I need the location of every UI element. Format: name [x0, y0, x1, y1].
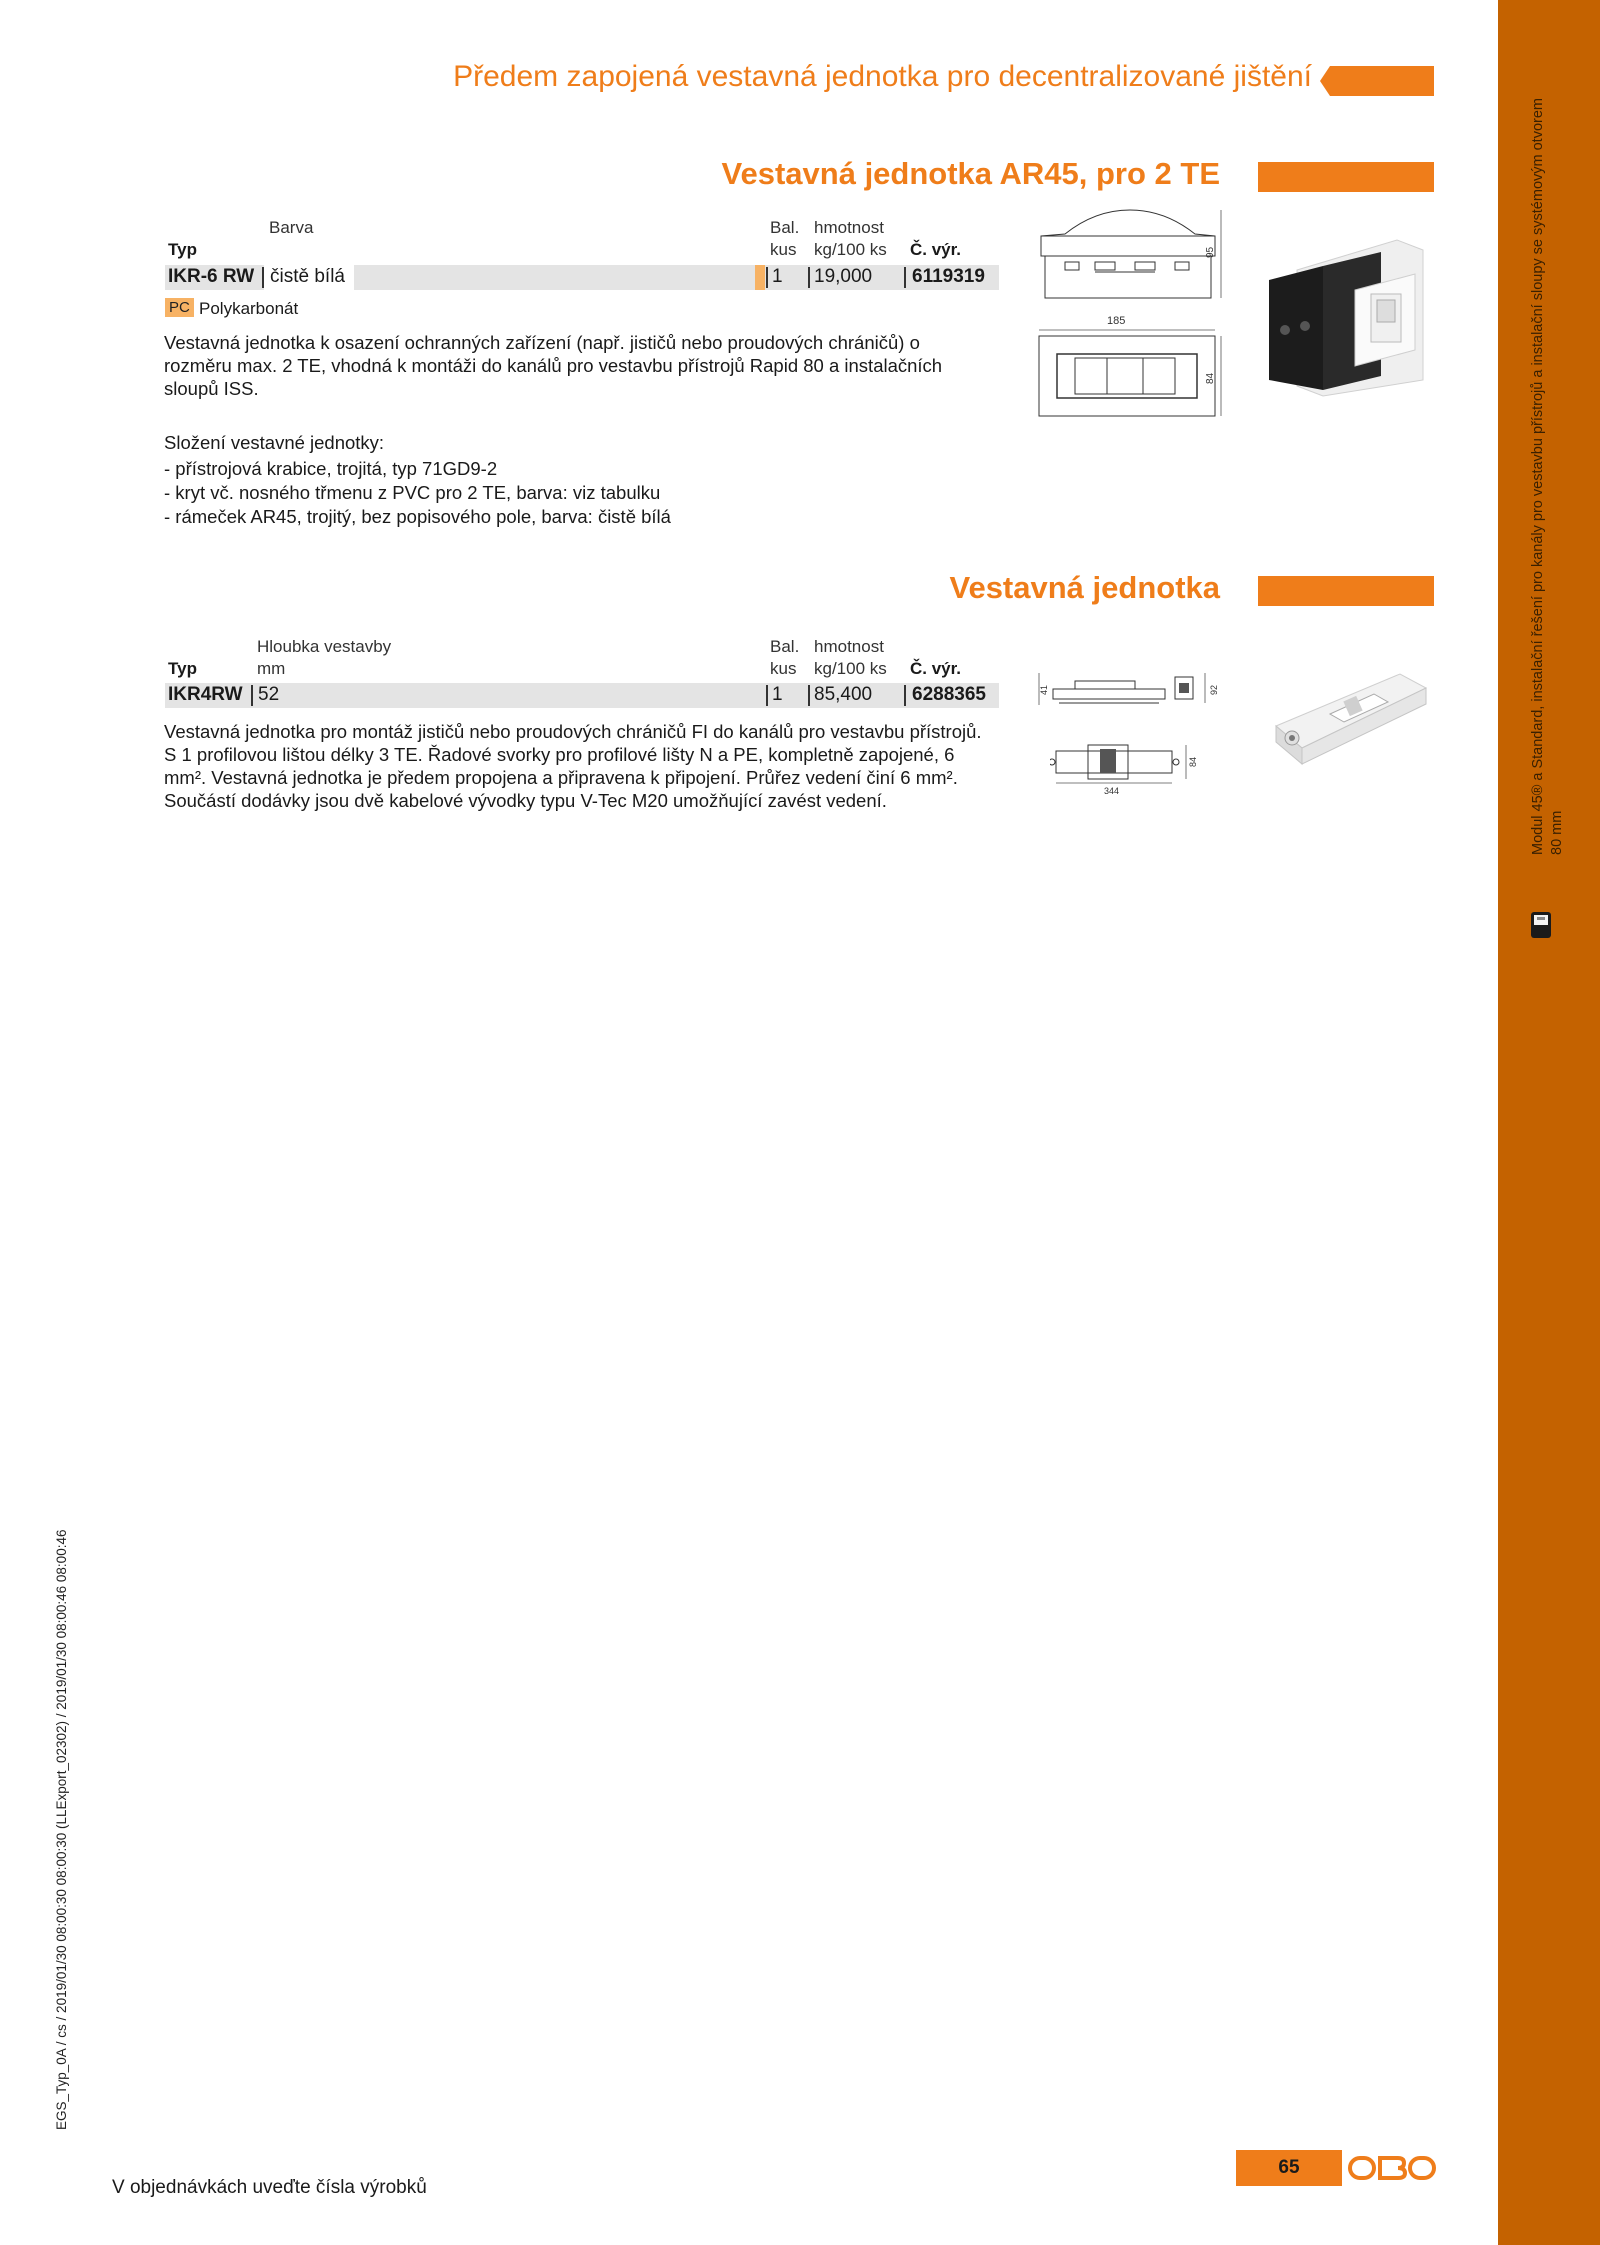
section1-front-drawing	[1035, 312, 1225, 422]
col-art: Č. výr.	[910, 659, 962, 678]
header-accent-bar	[1330, 66, 1434, 96]
col-weight-top: hmotnost	[814, 637, 884, 656]
section2-top-drawing	[1050, 735, 1200, 795]
material-text: Polykarbonát	[199, 299, 299, 318]
row-typ: IKR4RW	[168, 684, 243, 705]
col-bal-bottom: kus	[770, 659, 797, 678]
col-bal-top: Bal.	[770, 218, 800, 237]
section2-title: Vestavná jednotka	[949, 570, 1220, 605]
col-depth-bottom: mm	[257, 659, 286, 678]
dim-depth2: 84	[1188, 756, 1198, 767]
composition-item: - rámeček AR45, trojitý, bez popisového pole, barva: čistě bílá	[164, 506, 671, 527]
cell-separator	[766, 685, 768, 706]
col-weight-bottom: kg/100 ks	[814, 659, 887, 678]
col-barva: Barva	[269, 218, 314, 237]
material-badge: PC	[165, 298, 194, 317]
cell-separator	[808, 267, 810, 288]
section2-description: Vestavná jednotka pro montáž jističů nebo proudových chráničů FI do kanálů pro vestavbu přístrojů. S 1 profilovou lištou délky 3 TE. Řadové svorky pro profilové lišty N a PE, kompletně zapojené, 6 mm². Vestavná jednotka je předem propojena a připravena k připojení. Průřez vedení činí 6 mm². Součástí dodávky jsou dvě kabelové vývodky typu V-Tec M20 umožňující zavést vedení.	[164, 721, 982, 811]
col-typ: Typ	[168, 659, 197, 678]
cell-separator	[904, 267, 906, 288]
composition-title: Složení vestavné jednotky:	[164, 432, 385, 453]
dim-depth: 84	[1205, 372, 1216, 384]
section2-product-image	[1270, 668, 1430, 776]
color-indicator	[755, 265, 765, 290]
col-typ: Typ	[168, 240, 197, 259]
dim-width: 185	[1107, 315, 1126, 327]
section1-description: Vestavná jednotka k osazení ochranných zařízení (např. jističů nebo proudových chráničů) o rozměru max. 2 TE, vhodná k montáži do kanálů pro vestavbu přístrojů Rapid 80 a instalačních sloupů ISS.	[164, 332, 943, 399]
col-art: Č. výr.	[910, 240, 962, 259]
col-depth-top: Hloubka vestavby	[257, 637, 392, 656]
section2-side-drawing	[1035, 665, 1225, 715]
cell-separator	[904, 685, 906, 706]
composition-item: - kryt vč. nosného třmenu z PVC pro 2 TE, barva: viz tabulku	[164, 482, 661, 503]
row-bal: 1	[772, 684, 783, 705]
row-art: 6119319	[912, 266, 985, 287]
row-typ: IKR-6 RW	[168, 266, 255, 287]
cell-separator	[251, 685, 253, 706]
order-note: V objednávkách uveďte čísla výrobků	[112, 2177, 427, 2198]
section1-side-drawing	[1035, 206, 1225, 306]
section1-accent-bar	[1258, 162, 1434, 192]
row-bal: 1	[772, 266, 783, 287]
dim-h2: 92	[1209, 684, 1219, 695]
composition-item: - přístrojová krabice, trojitá, typ 71GD9-2	[164, 458, 498, 479]
sidebar-text: Modul 45® a Standard, instalační řešení pro kanály pro vestavbu přístrojů a instalační sloupy se systémovým otvorem 80 mm	[1530, 98, 1565, 855]
col-bal-bottom: kus	[770, 240, 797, 259]
obo-logo	[1348, 2148, 1436, 2188]
dim-height: 95	[1205, 246, 1216, 258]
page-number: 65	[1236, 2150, 1342, 2186]
cell-separator	[808, 685, 810, 706]
col-weight-top: hmotnost	[814, 218, 884, 237]
row-depth: 52	[258, 684, 280, 705]
dim-length: 344	[1104, 786, 1120, 795]
section2-accent-bar	[1258, 576, 1434, 606]
section1-product-image	[1265, 230, 1425, 400]
table-row	[165, 683, 999, 708]
row-art: 6288365	[912, 684, 986, 705]
cell-separator	[766, 267, 768, 288]
col-weight-bottom: kg/100 ks	[814, 240, 887, 259]
row-barva: čistě bílá	[270, 266, 345, 287]
page-title: Předem zapojená vestavná jednotka pro decentralizované jištění	[453, 60, 1312, 93]
row-weight: 19,000	[814, 266, 873, 287]
product-module-icon	[1528, 910, 1554, 942]
row-weight: 85,400	[814, 684, 873, 705]
col-bal-top: Bal.	[770, 637, 800, 656]
dim-h1: 41	[1039, 684, 1049, 695]
document-meta: EGS_Typ_0A / cs / 2019/01/30 08:00:30 08:00:30 (LLExport_02302) / 2019/01/30 08:00:46 08:00:46	[54, 1529, 69, 2130]
section1-title: Vestavná jednotka AR45, pro 2 TE	[721, 156, 1220, 191]
